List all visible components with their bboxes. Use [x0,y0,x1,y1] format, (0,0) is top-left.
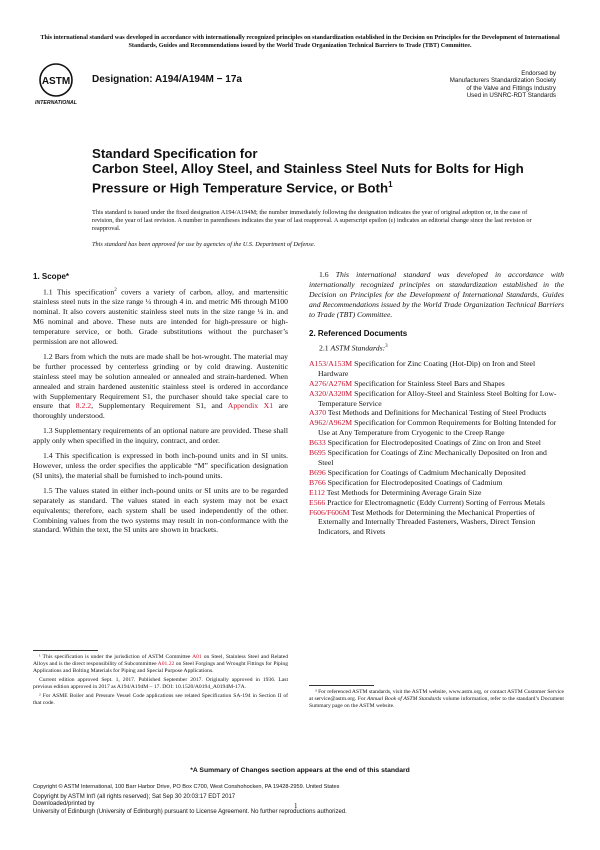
issuance-note: This standard is issued under the fixed designation A194/A194M; the number immediately following the designation indicates the year of original adoption or, in the case of revision, the year of last revision. A number in parentheses indicates the year of last reapproval. A superscript epsilon (ε) indicates an editorial change since the last revision or reapproval. [92,209,532,232]
reference-code-link[interactable]: B766 [309,477,326,487]
endorsement-block [386,70,556,100]
reference-title: Test Methods and Definitions for Mechanical Testing of Steel Products [326,408,547,418]
reference-code-link[interactable]: B696 [309,467,326,477]
footnote-rule [309,685,374,686]
scope-1-4: 1.4 This specification is expressed in both inch-pound units and in SI units. However, unless the order specifies the applicable “M” specification designation (SI units), the material shall be furnished to inch-pound units. [33,451,288,480]
dod-approval-note: This standard has been approved for use by agencies of the U.S. Department of Defense. [92,241,316,248]
reference-title: Specification for Electrodeposited Coatings of Zinc on Iron and Steel [325,438,541,448]
download-line: Copyright by ASTM Int'l (all rights reserved); Sat Sep 30 20:03:17 EDT 2017 [33,794,236,800]
reference-code-link[interactable]: A320/A320M [309,388,353,398]
scope-1-3: 1.3 Supplementary requirements of an optional nature are provided. These shall apply only when specified in the inquiry, contract, and order. [33,426,288,446]
reference-code-link[interactable]: A276/A276M [309,378,353,388]
reference-title: Test Methods for Determining Average Grain Size [324,487,482,497]
reference-item [309,498,564,508]
summary-of-changes-note: *A Summary of Changes section appears at the end of this standard [190,767,410,774]
reference-code-link[interactable]: A153/A153M [309,358,353,368]
astm-standards-label: 2.1 ASTM Standards:$^3$ [319,344,388,353]
footnote-1-edition: Current edition approved Sept. 1, 2017. Published September 2017. Originally approved in 1936. Last previous edition approved in 2017 as A194/A194M – 17. DOI: 10.1520/A0194_A0194M-17A. [33,677,288,690]
reference-list [309,359,564,537]
reference-item [309,359,564,379]
reference-code-link[interactable]: E112 [309,487,325,497]
appendix-link[interactable]: Appendix X1 [227,401,274,411]
footnote-2: ² For ASME Boiler and Pressure Vessel Code applications see related Specification SA-194 in Section II of that code. [33,693,288,706]
reference-code-link[interactable]: A962/A962M [309,418,353,428]
reference-item [309,508,564,538]
scope-heading: 1. Scope* [33,272,70,281]
tbt-notice: This international standard was developed in accordance with internationally recognized principles on standardization established in the Decision on Principles for the Development of International Standards, Guides and Recommendations issued by the World Trade Organization Technical Barriers to Trade (TBT) Committee. [40,34,560,49]
reference-code-link[interactable]: F606/F606M [309,507,350,517]
committee-link[interactable]: A01 [192,654,202,660]
footnote-rule [33,650,98,651]
logo-subtext: INTERNATIONAL [35,100,77,106]
reference-item [309,379,564,389]
footnote-ref[interactable]: 2 [114,287,117,293]
reference-code-link[interactable]: E566 [309,497,326,507]
reference-title: Practice for Electromagnetic (Eddy Current) Sorting of Ferrous Metals [325,497,545,507]
download-notice [33,794,573,816]
download-line: Downloaded/printed by [33,801,95,808]
reference-item [309,478,564,488]
endorsed-line: of the Valve and Fittings Industry [466,84,556,92]
scope-1-6: 1.6 This international standard was developed in accordance with internationally recognized principles on standardization established in the Decision on Principles for the Development of International Standards, Guides and Recommendations issued by the World Trade Organization Technical Barriers to Trade (TBT) Committee. [309,270,565,319]
footnotes-left [33,650,288,709]
reference-item [309,438,564,448]
footnote-3: ³ For referenced ASTM standards, visit the ASTM website, www.astm.org, or contact ASTM Customer Service at service@astm.org. For Annual Book of ASTM Standards volume information, refer to the standard’s Document Summary page on the ASTM website. [309,689,565,709]
left-column [33,270,288,540]
document-title [92,146,532,196]
reference-code-link[interactable]: B695 [309,448,326,458]
copyright-line: Copyright © ASTM International, 100 Barr Harbor Drive, PO Box C700, West Conshohocken, PA 19428-2959. United States [33,784,340,790]
reference-code-link[interactable]: A370 [309,408,327,418]
scope-1-5: 1.5 The values stated in either inch-pound units or SI units are to be regarded separately as standard. The values stated in each system may not be exact equivalents; therefore, each system shall be used independently of the other. Combining values from the two systems may result in non-conformance with the standard. Within the text, the SI units are shown in brackets. [33,485,288,535]
reference-title: Specification for Zinc Coating (Hot-Dip) on Iron and Steel Hardware [318,358,536,378]
page-number: 1 [294,802,298,810]
right-column [309,270,564,537]
endorsed-line: Endorsed by [521,70,556,77]
referenced-documents-heading: 2. Referenced Documents [309,328,408,338]
reference-title: Specification for Electrodeposited Coatings of Cadmium [325,477,503,487]
reference-title: Specification for Coatings of Zinc Mechanically Deposited on Iron and Steel [318,448,547,467]
reference-code-link[interactable]: B633 [309,438,326,448]
reference-item [309,448,564,468]
endorsed-line: Used in USNRC-RDT Standards [466,92,556,100]
title-footnote-ref[interactable]: 1 [388,179,393,189]
subcommittee-link[interactable]: A01.22 [157,661,175,667]
footnotes-right [309,685,564,712]
footnote-1: ¹ This specification is under the jurisdiction of ASTM Committee A01 on Steel, Stainless Steel and Related Alloys and is the direct responsibility of Subcommittee A01.22 on Steel Forgings and Wrought Fittings for Piping Applications and Bolting Materials for Piping and Special Purpose Applications. [33,654,288,674]
footnote-ref[interactable]: 3 [385,344,388,350]
reference-item [309,468,564,478]
scope-1-1: 1.1 This specification$^2$ covers a variety of carbon, alloy, and martensitic stainless steel nuts in the size range ¼ through 4 in. and metric M6 through M100 nominal. It also covers austenitic stainless steel nuts in the size range ¼ in. and M6 nominal and above. These nuts are intended for high-pressure or high-temperature service, or both. Grade substitutions without the purchaser’s permission are not allowed. [33,287,289,346]
reference-title: Specification for Stainless Steel Bars and Shapes [352,378,505,388]
reference-title: Test Methods for Determining the Mechanical Properties of Externally and Internally Threaded Fasteners, Washers, Direct Tension Indicators, and Rivets [318,507,536,537]
reference-title: Specification for Common Requirements for Bolting Intended for Use at Any Temperature from Cryogenic to the Creep Range [318,418,557,438]
reference-item [309,418,564,438]
title-line-1: Standard Specification for [92,146,258,161]
logo-text: ASTM [41,76,71,87]
endorsed-line: Manufacturers Standardization Society [449,77,556,85]
reference-title: Specification for Alloy-Steel and Stainless Steel Bolting for Low-Temperature Service [318,388,557,408]
astm-logo [34,60,84,108]
reference-title: Specification for Coatings of Cadmium Mechanically Deposited [325,467,526,477]
reference-item [309,408,564,418]
designation: Designation: A194/A194M − 17a [92,74,242,85]
title-main: Carbon Steel, Alloy Steel, and Stainless Steel Nuts for Bolts for High Pressure or High Temperature Service, or Both [92,161,524,196]
section-link[interactable]: 8.2.2 [75,401,92,411]
reference-item [309,488,564,498]
download-line: University of Edinburgh (University of Edinburgh) pursuant to License Agreement. No further reproductions authorized. [33,808,347,815]
reference-item [309,389,564,409]
scope-1-2: 1.2 Bars from which the nuts are made shall be hot-wrought. The material may be further processed by centerless grinding or by cold drawing. Austenitic stainless steel may be solution annealed or annealed and strain-hardened. When annealed and strain hardened austenitic stainless steel is ordered in accordance with Supplementary Requirement S1, the purchaser should take special care to ensure that 8.2.2, Supplementary Requirement S1, and Appendix X1 are thoroughly understood. [33,351,289,421]
